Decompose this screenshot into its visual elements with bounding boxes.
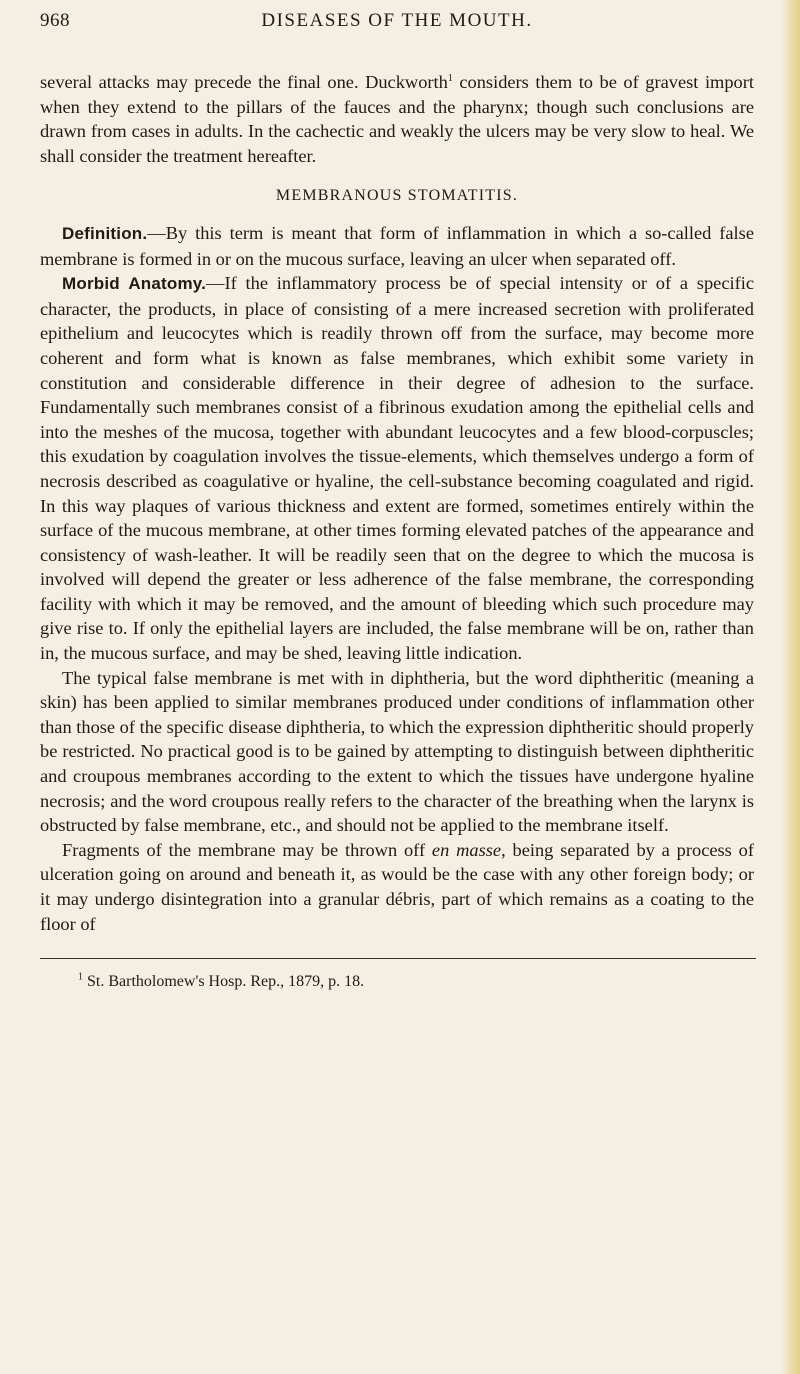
footnote-marker: 1 [78, 971, 83, 983]
footnote [78, 973, 754, 991]
paragraph-text-part: several attacks may precede the final one. Duckworth [40, 72, 448, 92]
page-edge-shadow [782, 0, 800, 1374]
paragraph-fragments [40, 838, 754, 936]
footnote-divider [40, 958, 756, 959]
run-in-heading-definition: Definition. [62, 223, 148, 243]
body-text [40, 70, 754, 936]
paragraph-morbid-anatomy [40, 271, 754, 666]
section-heading: MEMBRANOUS STOMATITIS. [275, 187, 519, 205]
book-page [40, 10, 754, 991]
paragraph-continuation [40, 70, 754, 168]
italic-phrase: en masse [431, 839, 502, 860]
paragraph-text-part: considers them to be of gravest import when they extend to the pillars of the fauces and the pharynx; though such conclusions are drawn from cases in adults. In the cachectic and weakly the ulcers may be very slow to heal. We shall consider the treatment hereafter. [40, 72, 754, 166]
footnote-text: St. Bartholomew's Hosp. Rep., 1879, p. 18. [83, 973, 365, 991]
running-head: DISEASES OF THE MOUTH. [261, 10, 533, 31]
paragraph-definition [40, 221, 754, 271]
paragraph-typical-membrane: The typical false membrane is met with in diphtheria, but the word diphtheritic (meaning a skin) has been applied to similar membranes produced under conditions of inflammation other than those of the specific disease diphtheria, to which the expression diphtheritic should properly be restricted. No practical good is to be gained by attempting to distinguish between diphtheritic and croupous membranes according to the extent to which the tissues have undergone hyaline necrosis; and the word croupous really refers to the character of the breathing when the larynx is obstructed by false membrane, etc., and should not be applied to the membrane itself. [40, 667, 754, 836]
page-header [40, 10, 754, 38]
page-number: 968 [40, 10, 70, 31]
run-in-heading-morbid-anatomy: Morbid Anatomy. [62, 274, 207, 294]
paragraph-text-part: , being separated by a process of ulceration going on around and beneath it, as would be the case with any other foreign body; or it may undergo disintegration into a granular débris, part of which remains as a coating to the floor of [40, 839, 754, 934]
paragraph-text-part: Fragments of the membrane may be thrown off [62, 839, 432, 860]
paragraph-text: —By this term is meant that form of inflammation in which a so-called false membrane is formed in or on the mucous surface, leaving an ulcer when separated off. [40, 222, 754, 269]
footnote-reference: 1 [447, 72, 453, 84]
paragraph-text: —If the inflammatory process be of special intensity or of a specific character, the products, in place of consisting of a mere increased secretion with proliferated epithelium and leucocytes which is readily thrown off from the surface, may become more coherent and form what is known as false membranes, which exhibit some variety in constitution and considerable difference in their degree of adhesion to the surface. Fundamentally such membranes consist of a fibrinous exudation among the epithelial cells and into the meshes of the mucosa, together with abundant leucocytes and a few blood-corpuscles; this exudation by coagulation involves the tissue-elements, which themselves undergo a form of necrosis described as coagulative or hyaline, the cell-substance becoming coagulated and rigid. In this way plaques of various thickness and extent are formed, sometimes entirely within the surface of the mucous membrane, at other times forming elevated patches of the appearance and consistency of wash-leather. It will be readily seen that on the degree to which the mucosa is involved will depend the greater or less adherence of the false membrane, the corresponding facility with which it may be removed, and the amount of bleeding which such procedure may give rise to. If only the epithelial layers are included, the false membrane will be on, rather than in, the mucous surface, and may be shed, leaving little indication. [40, 273, 754, 664]
